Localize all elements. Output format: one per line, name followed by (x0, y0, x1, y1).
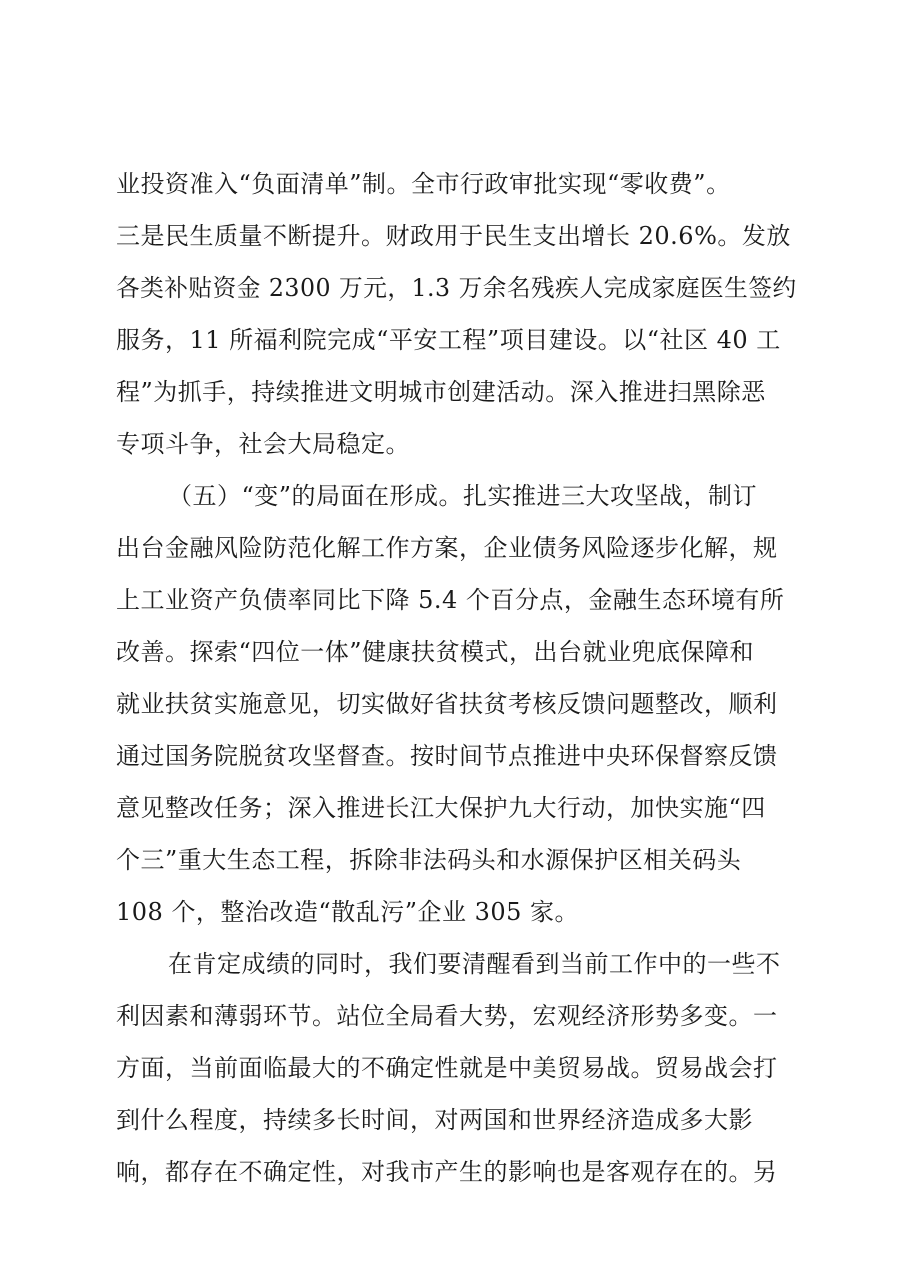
text-line (0, 734, 909, 778)
text-line (0, 994, 909, 1038)
text-line-content: 方面，当前面临最大的不确定性就是中美贸易战。贸易战会打 (116, 1054, 778, 1082)
text-line (0, 578, 909, 622)
text-line-content: 响，都存在不确定性，对我市产生的影响也是客观存在的。另 (116, 1158, 778, 1186)
text-line (0, 630, 909, 674)
text-line-content: 业投资准入“负面清单”制。全市行政审批实现“零收费”。 (116, 170, 731, 198)
text-line-content: 专项斗争，社会大局稳定。 (116, 430, 410, 458)
text-line (0, 890, 909, 934)
text-line (0, 474, 909, 518)
text-line-content: 个三”重大生态工程，拆除非法码头和水源保护区相关码头 (116, 846, 742, 874)
text-line (0, 370, 909, 414)
text-line (0, 1046, 909, 1090)
text-line-content: 就业扶贫实施意见，切实做好省扶贫考核反馈问题整改，顺利 (116, 690, 778, 718)
text-line-content: （五）“变”的局面在形成。扎实推进三大攻坚战，制订 (168, 482, 758, 510)
text-line-content: 到什么程度，持续多长时间，对两国和世界经济造成多大影 (116, 1106, 753, 1134)
text-line (0, 526, 909, 570)
text-line-content: 服务，11 所福利院完成“平安工程”项目建设。以“社区 40 工 (116, 326, 781, 354)
text-line-content: 意见整改任务；深入推进长江大保护九大行动，加快实施“四 (116, 794, 766, 822)
text-line-content: 各类补贴资金 2300 万元，1.3 万余名残疾人完成家庭医生签约 (116, 274, 797, 302)
text-line-content: 在肯定成绩的同时，我们要清醒看到当前工作中的一些不 (168, 950, 781, 978)
text-line (0, 318, 909, 362)
text-line (0, 214, 909, 258)
text-line-content: 上工业资产负债率同比下降 5.4 个百分点，金融生态环境有所 (116, 586, 785, 614)
text-line-content: 108 个，整治改造“散乱污”企业 305 家。 (116, 898, 580, 926)
text-line (0, 266, 909, 310)
text-line-content: 利因素和薄弱环节。站位全局看大势，宏观经济形势多变。一 (116, 1002, 778, 1030)
text-line (0, 162, 909, 206)
text-line-content: 通过国务院脱贫攻坚督查。按时间节点推进中央环保督察反馈 (116, 742, 778, 770)
text-line (0, 838, 909, 882)
text-line (0, 942, 909, 986)
text-line-content: 三是民生质量不断提升。财政用于民生支出增长 20.6%。发放 (116, 222, 791, 250)
text-line (0, 786, 909, 830)
text-line (0, 422, 909, 466)
text-line-content: 改善。探索“四位一体”健康扶贫模式，出台就业兜底保障和 (116, 638, 755, 666)
text-line (0, 1098, 909, 1142)
text-line (0, 1150, 909, 1194)
text-line (0, 682, 909, 726)
text-line-content: 出台金融风险防范化解工作方案，企业债务风险逐步化解，规 (116, 534, 778, 562)
text-line-content: 程”为抓手，持续推进文明城市创建活动。深入推进扫黑除恶 (116, 378, 766, 406)
